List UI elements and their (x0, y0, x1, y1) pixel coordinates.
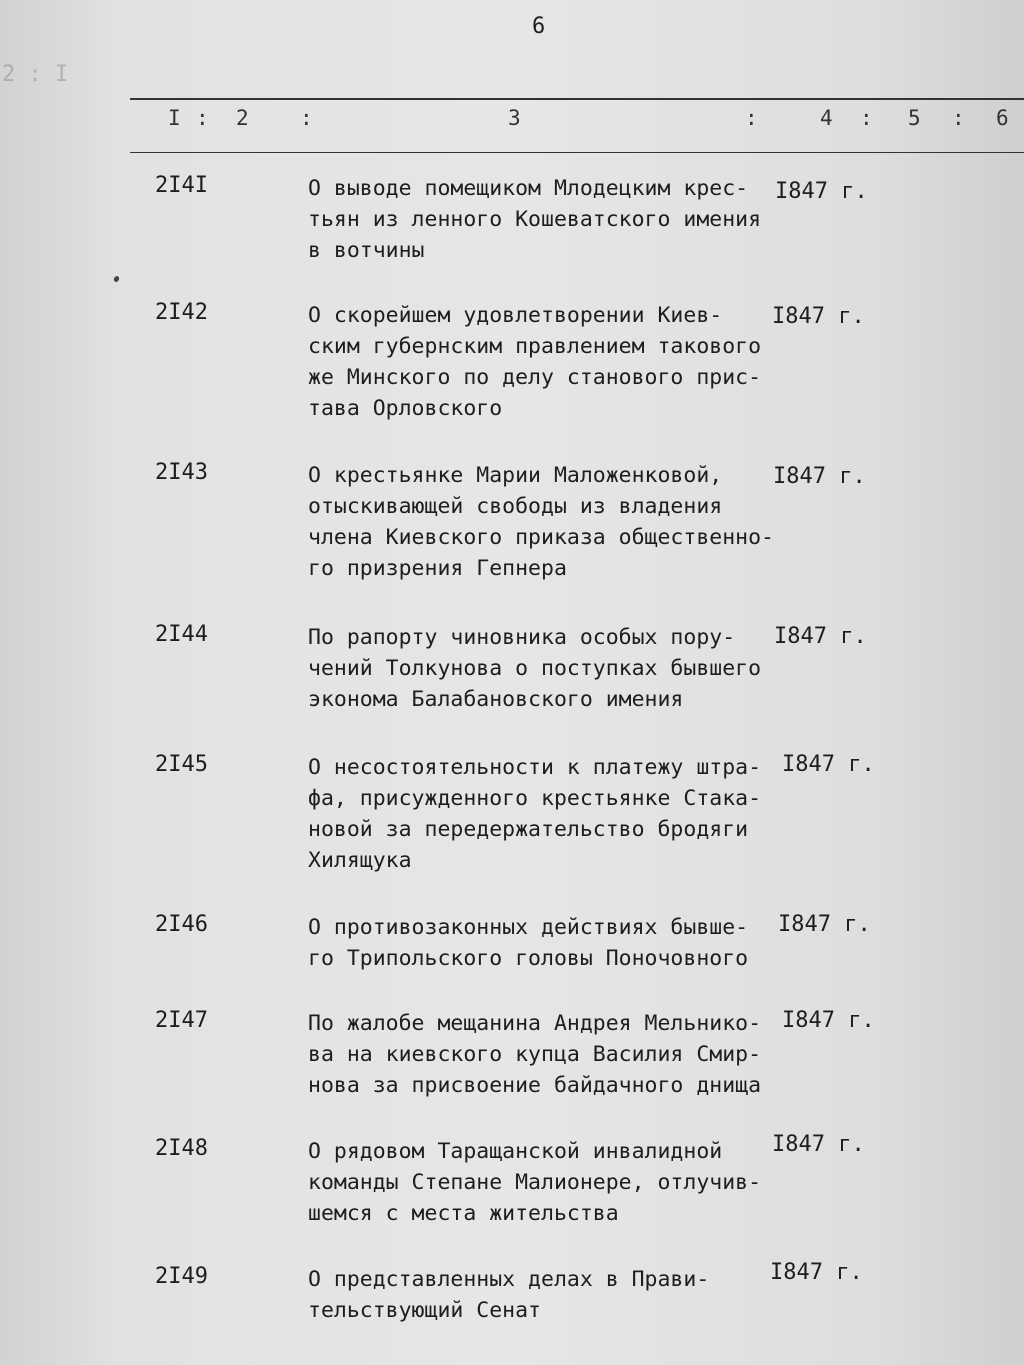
page-number: 6 (532, 14, 546, 39)
entry-year: I847 г. (782, 752, 875, 777)
entry-description (308, 1264, 778, 1326)
entry-year: I847 г. (772, 1132, 865, 1157)
entry-number: 2I48 (155, 1136, 208, 1161)
header-rule-top (130, 98, 1024, 100)
entry-number: 2I43 (155, 460, 208, 485)
entry-line: команды Степане Малионере, отлучив- (308, 1170, 762, 1195)
entry-description (308, 1008, 778, 1101)
column-label-6: 6 (996, 106, 1009, 130)
entry-line: О представленных делах в Прави- (308, 1267, 710, 1292)
entry-line: отыскивающей свободы из владения (308, 494, 723, 519)
entry-line: члена Киевского приказа общественно- (308, 525, 774, 550)
entry-line: О скорейшем удовлетворении Киев- (308, 303, 723, 328)
header-rule-bottom (130, 152, 1024, 153)
column-sep-5: : (952, 106, 965, 130)
entry-year: I847 г. (782, 1008, 875, 1033)
entry-line: тава Орловского (308, 396, 503, 421)
entry-line: фа, присужденного крестьянке Стака- (308, 786, 762, 811)
column-label-1: I (168, 106, 181, 130)
ink-mark (113, 275, 120, 283)
entry-description (308, 622, 778, 715)
entry-year: I847 г. (770, 1260, 863, 1285)
entry-line: в вотчины (308, 238, 425, 263)
entry-line: шемся с места жительства (308, 1201, 619, 1226)
column-sep-1: : (196, 106, 209, 130)
entry-line: ва на киевского купца Василия Смир- (308, 1042, 762, 1067)
entry-description (308, 1136, 778, 1229)
entry-description (308, 912, 778, 974)
entry-number: 2I46 (155, 912, 208, 937)
entry-year: I847 г. (774, 624, 867, 649)
entry-number: 2I47 (155, 1008, 208, 1033)
entry-line: О несостоятельности к платежу штра- (308, 755, 762, 780)
entry-line: новой за передержательство бродяги (308, 817, 749, 842)
entry-line: Хилящука (308, 848, 412, 873)
column-label-5: 5 (908, 106, 921, 130)
entry-line: тьян из ленного Кошеватского имения (308, 207, 762, 232)
entry-year: I847 г. (778, 912, 871, 937)
entry-line: О рядовом Таращанской инвалидной (308, 1139, 723, 1164)
entry-line: нова за присвоение байдачного днища (308, 1073, 762, 1098)
entry-line: О противозаконных действиях бывше- (308, 915, 749, 940)
entry-line: же Минского по делу станового прис- (308, 365, 762, 390)
entry-line: ским губернским правлением такового (308, 334, 762, 359)
column-label-2: 2 (236, 106, 249, 130)
entry-number: 2I42 (155, 300, 208, 325)
entry-year: I847 г. (775, 179, 868, 204)
entry-line: По рапорту чиновника особых пору- (308, 625, 736, 650)
column-label-4: 4 (820, 106, 833, 130)
column-sep-2: : (300, 106, 313, 130)
entry-description (308, 173, 778, 266)
entry-description (308, 752, 778, 876)
entry-line: го призрения Гепнера (308, 556, 567, 581)
entry-line: тельствующий Сенат (308, 1298, 541, 1323)
entry-line: го Трипольского головы Поночовного (308, 946, 749, 971)
entry-number: 2I45 (155, 752, 208, 777)
entry-line: чений Толкунова о поступках бывшего (308, 656, 762, 681)
entry-line: эконома Балабановского имения (308, 687, 684, 712)
entry-description (308, 460, 778, 584)
entry-line: По жалобе мещанина Андрея Мельнико- (308, 1011, 762, 1036)
entry-number: 2I49 (155, 1264, 208, 1289)
entry-number: 2I4I (155, 173, 208, 198)
entry-line: О крестьянке Марии Маложенковой, (308, 463, 723, 488)
entry-line: О выводе помещиком Млодецким крес- (308, 176, 749, 201)
column-sep-3: : (745, 106, 758, 130)
show-through-text: 2 : I (2, 62, 69, 87)
column-label-3: 3 (508, 106, 521, 130)
column-sep-4: : (860, 106, 873, 130)
entry-number: 2I44 (155, 622, 208, 647)
entry-year: I847 г. (772, 304, 865, 329)
entry-description (308, 300, 778, 424)
entry-year: I847 г. (773, 464, 866, 489)
